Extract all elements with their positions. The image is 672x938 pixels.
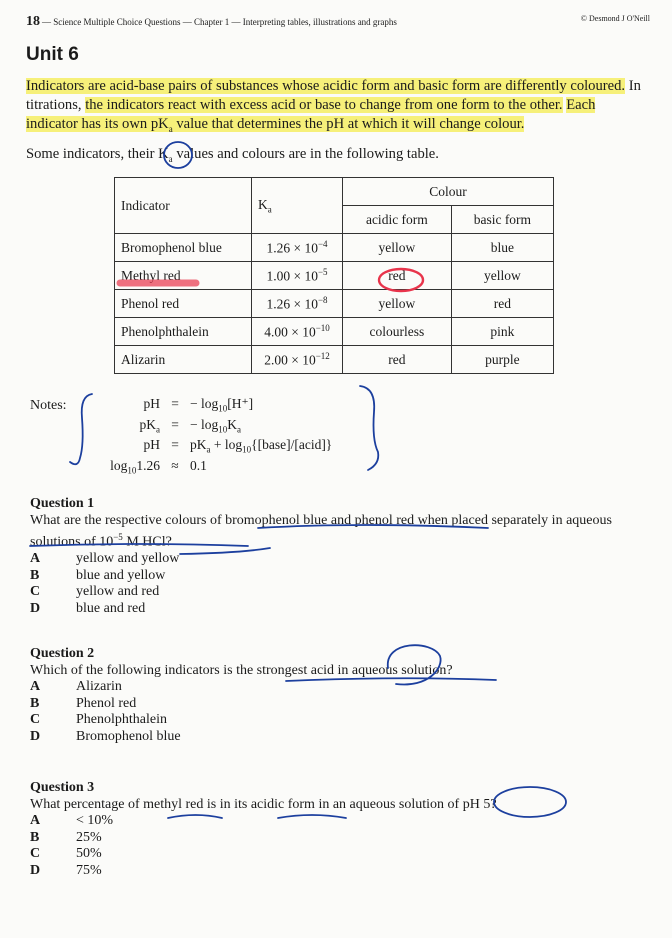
answer-option[interactable]: A < 10% — [30, 813, 114, 828]
answer-option[interactable]: B Phenol red — [30, 695, 137, 711]
answer-option[interactable]: D Bromophenol blue — [30, 728, 181, 744]
question-text: What are the respective colours of bromophenol blue and phenol red when placed separately in aqueous solutions of $10^{-5}$ M HCl? — [30, 512, 612, 550]
answer-option[interactable]: A Alizarin — [30, 679, 122, 694]
underline-mark — [30, 544, 248, 546]
table-row: Bromophenol blue $1.26 \times 10^{-4}$ yellow blue — [115, 234, 554, 262]
notes-label: Notes: — [30, 398, 67, 413]
table-intro: Some indicators, their $K_a$ values and colours are in the following table. — [26, 146, 439, 164]
circle-mark — [164, 142, 192, 168]
answer-option[interactable]: C yellow and red — [30, 584, 160, 600]
page-number: 18 — [26, 14, 40, 29]
table-row: Phenolphthalein $4.00 \times 10^{-10}$ colourless pink — [115, 318, 554, 346]
question-text: Which of the following indicators is the strongest acid in aqueous solution? — [30, 662, 453, 678]
answer-option[interactable]: D blue and red — [30, 600, 146, 616]
underline-mark — [168, 815, 222, 818]
intro-paragraph: Indicators are acid-base pairs of substances whose acidic form and basic form are differently coloured. In titrations, the indicators react with excess acid or base to change from one form to the other. Each indicator has its own $pK_a$ value that determines the pH at which it will change colour. — [26, 78, 641, 134]
answer-option[interactable]: C Phenolphthalein — [30, 712, 167, 727]
underline-mark — [180, 548, 270, 554]
highlighted-sentence: Each indicator has its own $pK_a$ value that determines the pH at which it will change colour. — [26, 97, 596, 134]
header-colour: Colour — [343, 178, 554, 206]
table-row: Methyl red $1.00 \times 10^{-5}$ red yellow — [115, 262, 554, 290]
question-title: Question 3 — [30, 780, 95, 795]
circle-mark — [494, 787, 566, 817]
question-title: Question 1 — [30, 496, 95, 511]
header-acidic: acidic form — [343, 206, 452, 234]
header-ka: $K_a$ — [252, 178, 343, 234]
underline-mark — [258, 525, 488, 528]
answer-option[interactable]: A yellow and yellow — [30, 551, 180, 567]
question-title: Question 2 — [30, 646, 95, 661]
bracket-mark — [70, 394, 92, 464]
answer-option[interactable]: B blue and yellow — [30, 567, 166, 583]
underline-mark — [278, 815, 346, 818]
circle-mark — [379, 269, 423, 291]
answer-option[interactable]: D 75% — [30, 862, 102, 878]
header-indicator: Indicator — [115, 178, 252, 234]
formula-row: $pK_a$ = − $\log_{10}K_a$ — [139, 416, 241, 435]
running-title: — Science Multiple Choice Questions — Chapter 1 — Interpreting tables, illustrations and graphs — [42, 17, 397, 27]
question-text: What percentage of methyl red is in its acidic form in an aqueous solution of pH 5? — [30, 796, 497, 812]
formula-row: pH = − $\log_{10}[H^+]$ — [143, 396, 254, 414]
table-row: Phenol red $1.26 \times 10^{-8}$ yellow red — [115, 290, 554, 318]
author-credit: © Desmond J O'Neill — [580, 14, 650, 23]
header-basic: basic form — [451, 206, 553, 234]
answer-option[interactable]: C 50% — [30, 846, 102, 861]
answer-option[interactable]: B 25% — [30, 829, 102, 845]
bracket-mark — [360, 386, 378, 470]
unit-title: Unit 6 — [26, 44, 79, 65]
table-row: Alizarin $2.00 \times 10^{-12}$ red purple — [115, 346, 554, 374]
highlighted-sentence: the indicators react with excess acid or base to change from one form to the other. — [85, 97, 563, 113]
highlighted-sentence: Indicators are acid-base pairs of substances whose acidic form and basic form are differently coloured. — [26, 78, 626, 94]
formula-row: $\log_{10}1.26$ ≈ 0.1 — [110, 458, 207, 476]
formula-row: pH = $pK_a$ + $\log_{10}\{[base]/[acid]\}$ — [143, 437, 333, 456]
underline-mark — [286, 678, 496, 681]
